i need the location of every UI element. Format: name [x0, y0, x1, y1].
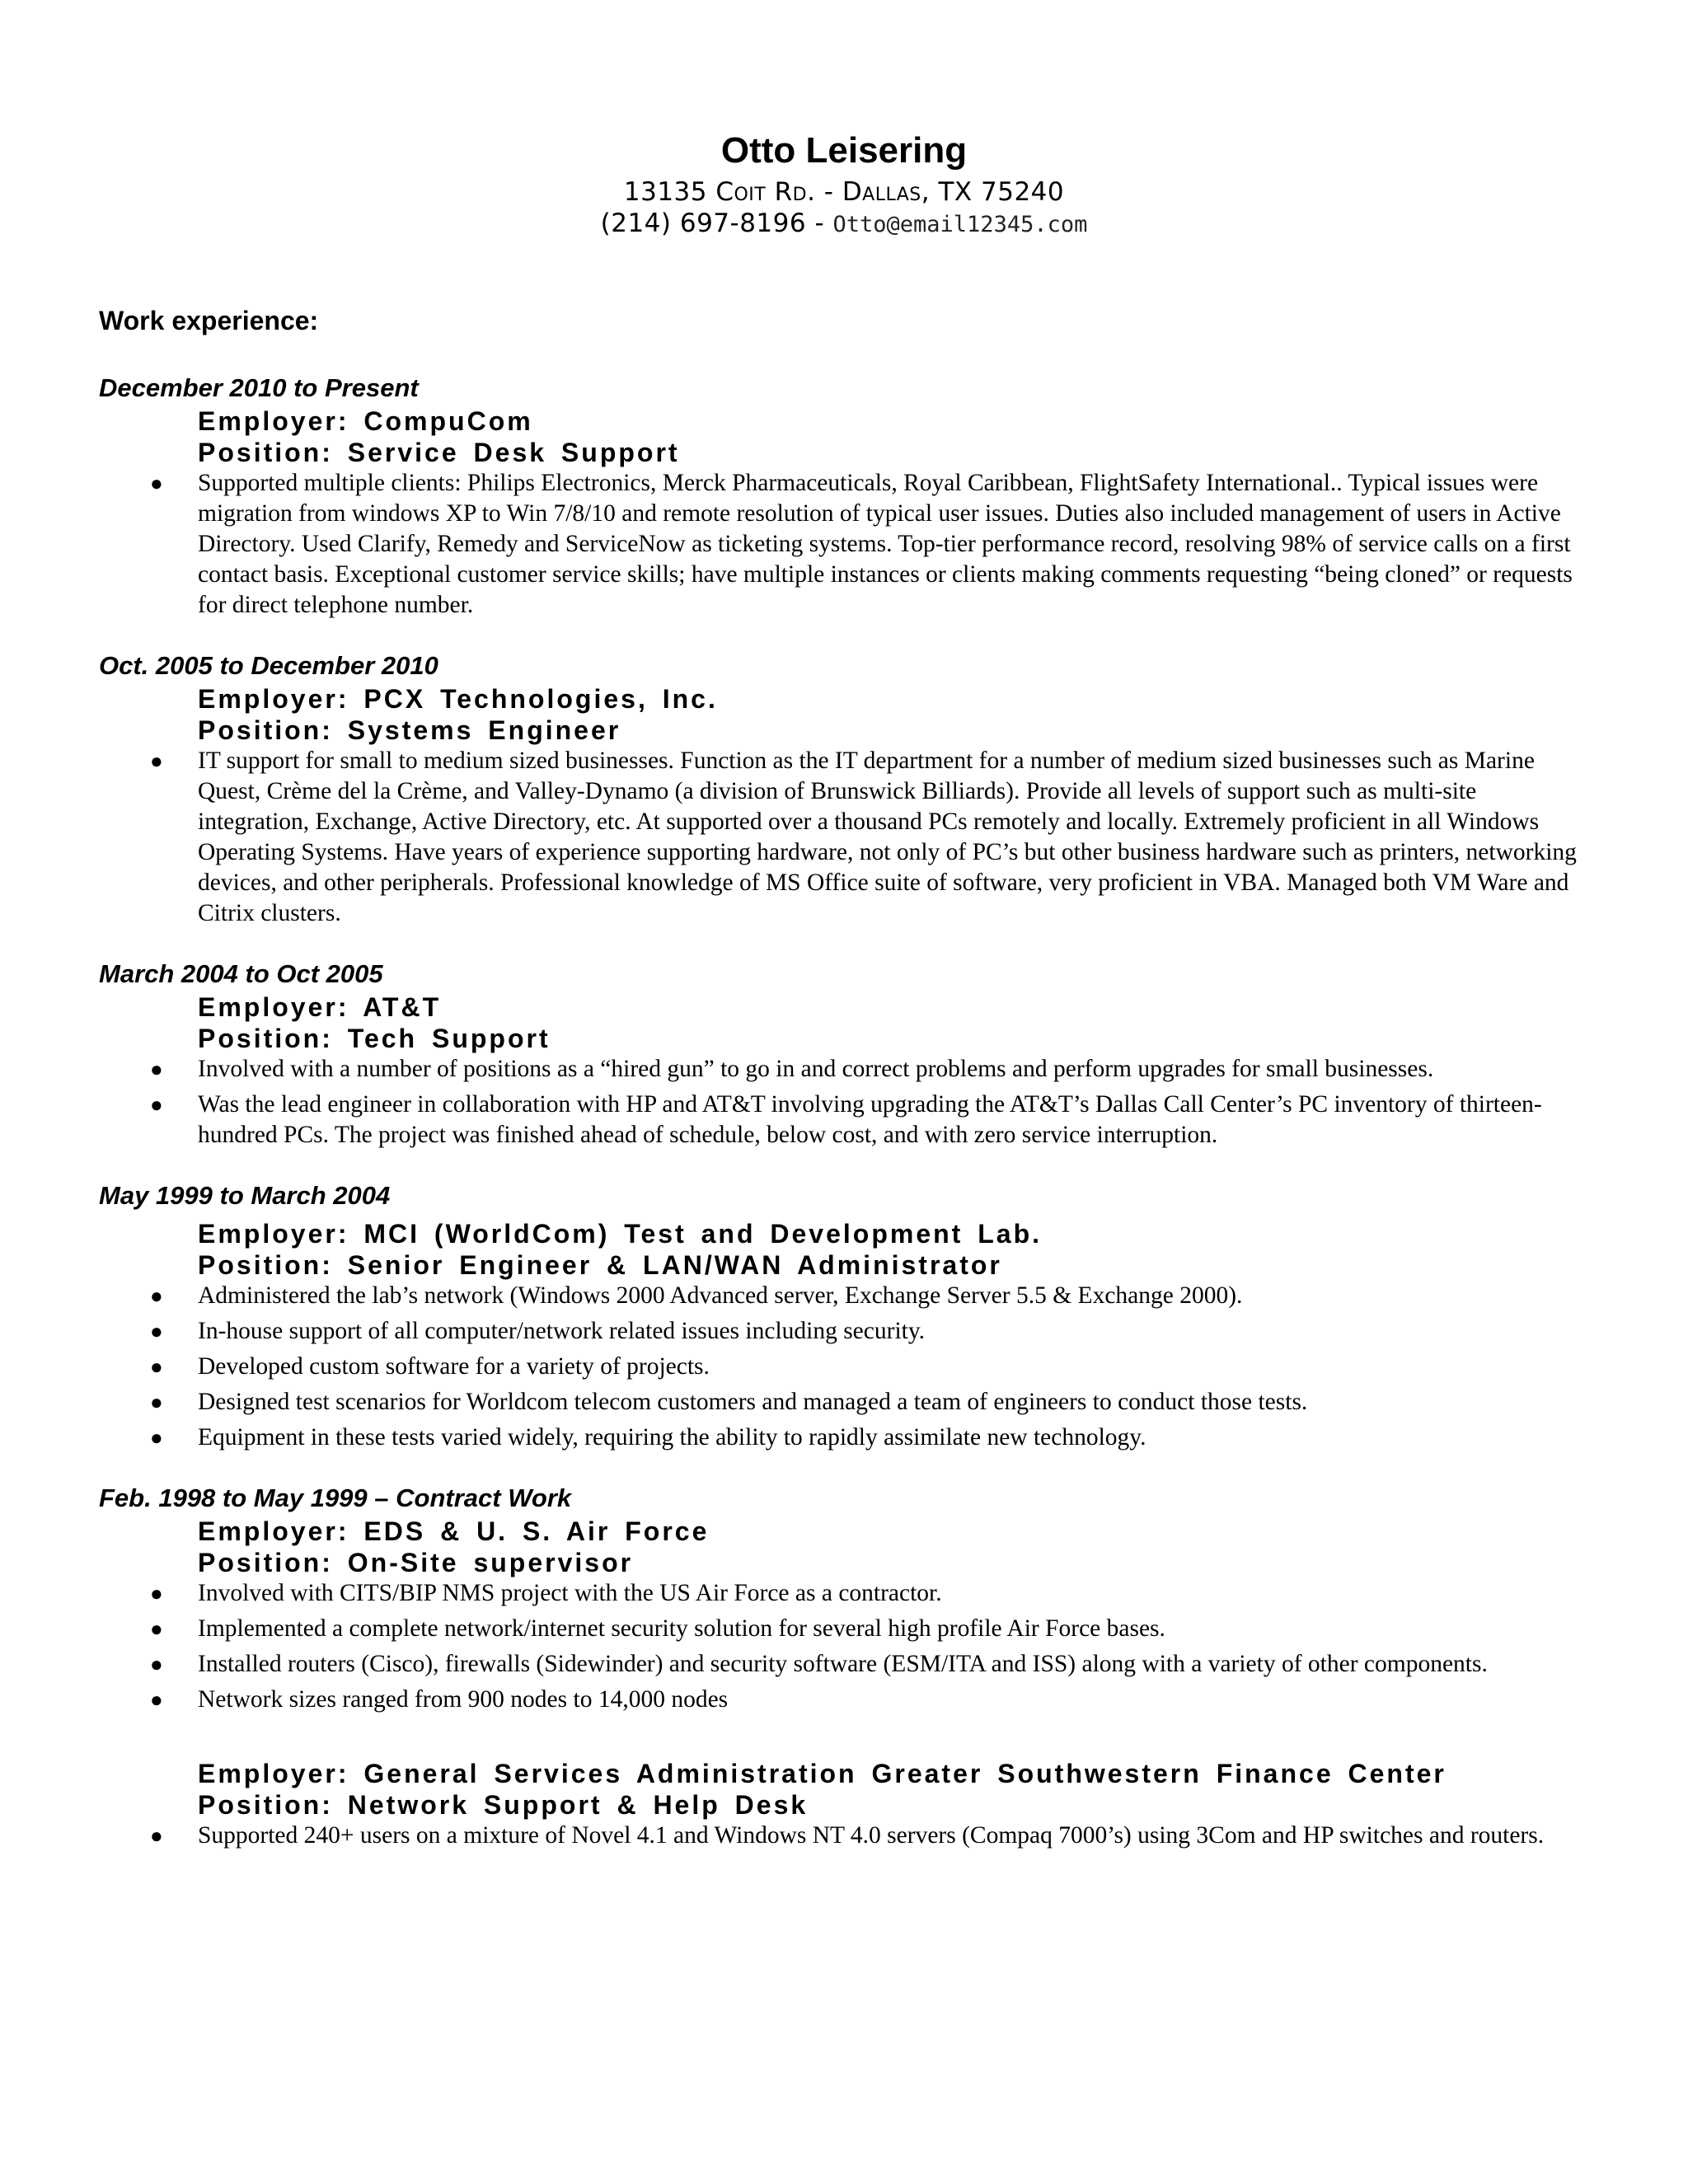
- job-employer: Employer: AT&T: [198, 992, 442, 1022]
- list-item: [99, 1090, 1582, 1151]
- bullet-text: Administered the lab’s network (Windows 2000 Advanced server, Exchange Server 5.5 & Exchange 2000).: [198, 1282, 1243, 1309]
- list-item: [99, 1352, 1582, 1382]
- bullet-text: Was the lead engineer in collaboration with HP and AT&T involving upgrading the AT&T’s Dallas Call Center’s PC inventory of thirteen-hundred PCs. The project was finished ahead of schedule, below cost, and with zero service interruption.: [198, 1091, 1542, 1148]
- job-employer: Employer: General Services Administration Greater Southwestern Finance Center: [198, 1759, 1447, 1788]
- job-bullets: [99, 1821, 1582, 1851]
- list-item: [99, 1316, 1582, 1347]
- email-address[interactable]: Otto@email12345.com: [832, 212, 1088, 237]
- bullet-text: Supported multiple clients: Philips Electronics, Merck Pharmaceuticals, Royal Caribbean, FlightSafety International.. Typical issues were migration from windows XP to Win 7/8/10 and remote resolution of typical user issues. Duties also included management of users in Active Directory. Used Clarify, Remedy and ServiceNow as ticketing systems. Top-tier performance record, resolving 98% of service calls on a first contact basis. Exceptional customer service skills; have multiple instances or clients making comments requesting “being cloned” or requests for direct telephone number.: [198, 470, 1573, 618]
- bullet-icon: ●: [150, 1426, 163, 1450]
- job-bullets: [99, 1578, 1582, 1715]
- job-position: Position: Senior Engineer & LAN/WAN Administrator: [198, 1250, 1002, 1280]
- job-entry: [99, 1758, 1582, 1851]
- bullet-icon: ●: [150, 1319, 163, 1343]
- job-bullets: [99, 746, 1582, 929]
- job-bullets: [99, 1281, 1582, 1453]
- list-item: [99, 1685, 1582, 1715]
- bullet-text: Involved with CITS/BIP NMS project with the US Air Force as a contractor.: [198, 1580, 942, 1606]
- bullet-text: Developed custom software for a variety of projects.: [198, 1353, 710, 1380]
- job-position: Position: Network Support & Help Desk: [198, 1790, 809, 1820]
- bullet-icon: ●: [150, 1057, 163, 1081]
- list-item: [99, 1281, 1582, 1311]
- bullet-icon: ●: [150, 1617, 163, 1641]
- bullet-icon: ●: [150, 1284, 163, 1308]
- bullet-icon: ●: [150, 1093, 163, 1117]
- job-employer: Employer: MCI (WorldCom) Test and Development Lab.: [198, 1219, 1042, 1249]
- job-employer: Employer: CompuCom: [198, 406, 533, 436]
- list-item: [99, 1387, 1582, 1418]
- list-item: [99, 746, 1582, 929]
- job-entry: [99, 1481, 1582, 1715]
- resume-header: [0, 125, 1688, 241]
- job-entry: [99, 957, 1582, 1151]
- bullet-text: Network sizes ranged from 900 nodes to 14,000 nodes: [198, 1686, 729, 1713]
- bullet-icon: ●: [150, 1355, 163, 1379]
- list-item: [99, 1578, 1582, 1609]
- job-date: Feb. 1998 to May 1999 – Contract Work: [99, 1483, 572, 1512]
- job-entry: [99, 649, 1582, 929]
- resume-body: [99, 303, 1582, 1879]
- bullet-text: Implemented a complete network/internet security solution for several high profile Air Force bases.: [198, 1615, 1165, 1642]
- bullet-icon: ●: [150, 1582, 163, 1605]
- bullet-text: Equipment in these tests varied widely, requiring the ability to rapidly assimilate new technology.: [198, 1424, 1146, 1451]
- list-item: [99, 1054, 1582, 1085]
- job-employer: Employer: PCX Technologies, Inc.: [198, 684, 718, 714]
- job-entry: [99, 371, 1582, 621]
- job-date: Oct. 2005 to December 2010: [99, 651, 438, 680]
- job-position: Position: Systems Engineer: [198, 715, 621, 745]
- bullet-icon: ●: [150, 471, 163, 495]
- bullet-icon: ●: [150, 1688, 163, 1712]
- job-entry: [99, 1179, 1582, 1453]
- list-item: [99, 468, 1582, 621]
- job-bullets: [99, 1054, 1582, 1151]
- phone-number: (214) 697-8196 -: [600, 209, 833, 238]
- list-item: [99, 1614, 1582, 1644]
- bullet-text: In-house support of all computer/network related issues including security.: [198, 1318, 926, 1344]
- bullet-icon: ●: [150, 749, 163, 773]
- street-address: 13135 Coit Rd. - Dallas, TX 75240: [623, 177, 1065, 207]
- job-position: Position: On-Site supervisor: [198, 1548, 634, 1577]
- job-bullets: [99, 468, 1582, 621]
- job-date: May 1999 to March 2004: [99, 1181, 391, 1210]
- bullet-text: Involved with a number of positions as a “hired gun” to go in and correct problems and perform upgrades for small businesses.: [198, 1056, 1434, 1082]
- job-position: Position: Service Desk Support: [198, 438, 680, 467]
- list-item: [99, 1649, 1582, 1680]
- section-title-work-experience: Work experience:: [99, 306, 319, 335]
- job-employer: Employer: EDS & U. S. Air Force: [198, 1516, 710, 1546]
- list-item: [99, 1422, 1582, 1453]
- candidate-name: Otto Leisering: [720, 130, 968, 171]
- address-line: [0, 176, 1688, 208]
- bullet-text: Designed test scenarios for Worldcom telecom customers and managed a team of engineers to conduct those tests.: [198, 1389, 1308, 1415]
- job-position: Position: Tech Support: [198, 1024, 551, 1053]
- list-item: [99, 1821, 1582, 1851]
- bullet-icon: ●: [150, 1652, 163, 1676]
- bullet-text: Supported 240+ users on a mixture of Novel 4.1 and Windows NT 4.0 servers (Compaq 7000’s) using 3Com and HP switches and routers.: [198, 1822, 1545, 1849]
- bullet-text: IT support for small to medium sized businesses. Function as the IT department for a number of medium sized businesses such as Marine Quest, Crème del la Crème, and Valley-Dynamo (a division of Brunswick Billiards). Provide all levels of support such as multi-site integration, Exchange, Active Directory, etc. At supported over a thousand PCs remotely and locally. Extremely proficient in all Windows Operating Systems. Have years of experience supporting hardware, not only of PC’s but other business hardware such as printers, networking devices, and other peripherals. Professional knowledge of MS Office suite of software, very proficient in VBA. Managed both VM Ware and Citrix clusters.: [198, 748, 1577, 926]
- bullet-icon: ●: [150, 1390, 163, 1414]
- job-date: December 2010 to Present: [99, 373, 419, 402]
- job-date: March 2004 to Oct 2005: [99, 959, 383, 988]
- bullet-text: Installed routers (Cisco), firewalls (Sidewinder) and security software (ESM/ITA and ISS) along with a variety of other components.: [198, 1651, 1488, 1677]
- bullet-icon: ●: [150, 1824, 163, 1848]
- contact-line: [0, 208, 1688, 241]
